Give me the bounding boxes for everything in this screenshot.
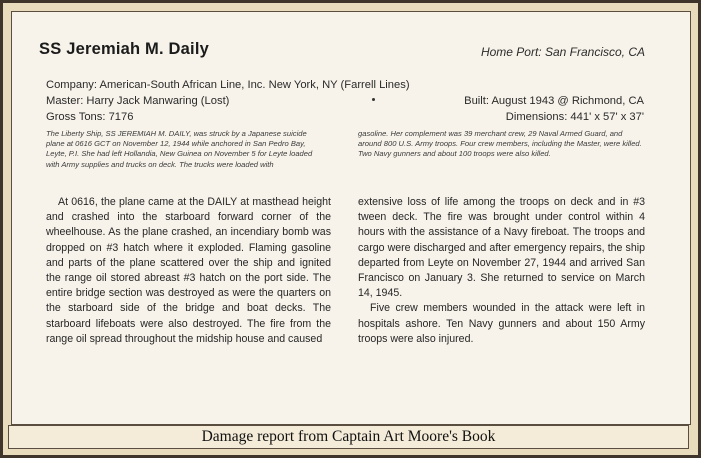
ship-meta-right [424, 93, 644, 125]
dimensions-line: Dimensions: 441' x 57' x 37' [505, 111, 644, 123]
summary-caption-left: The Liberty Ship, SS JEREMIAH M. DAILY, was struck by a Japanese suicide plane at 0616 GCT on November 12, 1944 while anchored in San Pedro Bay, Leyte, P.I. She had left Hollandia, New Guinea on November 5 for Leyte loaded with Army supplies and trucks on deck. The trucks were loaded with [46, 129, 313, 169]
body-column-right [358, 195, 645, 347]
body-column-left [46, 195, 331, 347]
body-paragraph: Five crew members wounded in the attack were left in hospitals ashore. Ten Navy gunners and about 150 Army troops were also injured. [358, 302, 645, 345]
built-line: Built: August 1943 @ Richmond, CA [464, 95, 644, 107]
image-caption: Damage report from Captain Art Moore's Book [8, 425, 689, 449]
body-paragraph: extensive loss of life among the troops on deck and in #3 tween deck. The fire was brought under control within 4 hours with the assistance of a Navy fireboat. The troops and cargo were discharged and after emergency repairs, the ship departed from Leyte on November 27, 1944 and arrived San Francisco on January 3. She returned to service on March 14, 1945. [358, 196, 645, 300]
company-line: Company: American-South African Line, Inc. New York, NY (Farrell Lines) [46, 79, 410, 91]
body-paragraph: At 0616, the plane came at the DAILY at masthead height and crashed into the starboard forward corner of the wheelhouse. As the plane crashed, an incendiary bomb was dropped on #3 hatch where it exploded. Flaming gasoline and parts of the plane scattered over the ship and ignited the range oil stored abreast #3 hatch on the port side. The entire bridge section was destroyed as were the quarters on the starboard side of the bridge and boat decks. The starboard lifeboats were also destroyed. The fire from the range oil spread throughout the midship house and caused [46, 196, 331, 345]
summary-caption-right: gasoline. Her complement was 39 merchant crew, 29 Naval Armed Guard, and around 800 U.S. Army troops. Four crew members, including the Master, were killed. Two Navy gunners and about 100 troops were also killed. [358, 129, 642, 159]
home-port: Home Port: San Francisco, CA [480, 45, 645, 59]
master-line: Master: Harry Jack Manwaring (Lost) [46, 95, 230, 107]
gross-tons-line: Gross Tons: 7176 [46, 111, 134, 123]
ship-meta-left [46, 77, 476, 125]
ship-title: SS Jeremiah M. Daily [39, 40, 209, 58]
bullet-dot [372, 98, 375, 101]
